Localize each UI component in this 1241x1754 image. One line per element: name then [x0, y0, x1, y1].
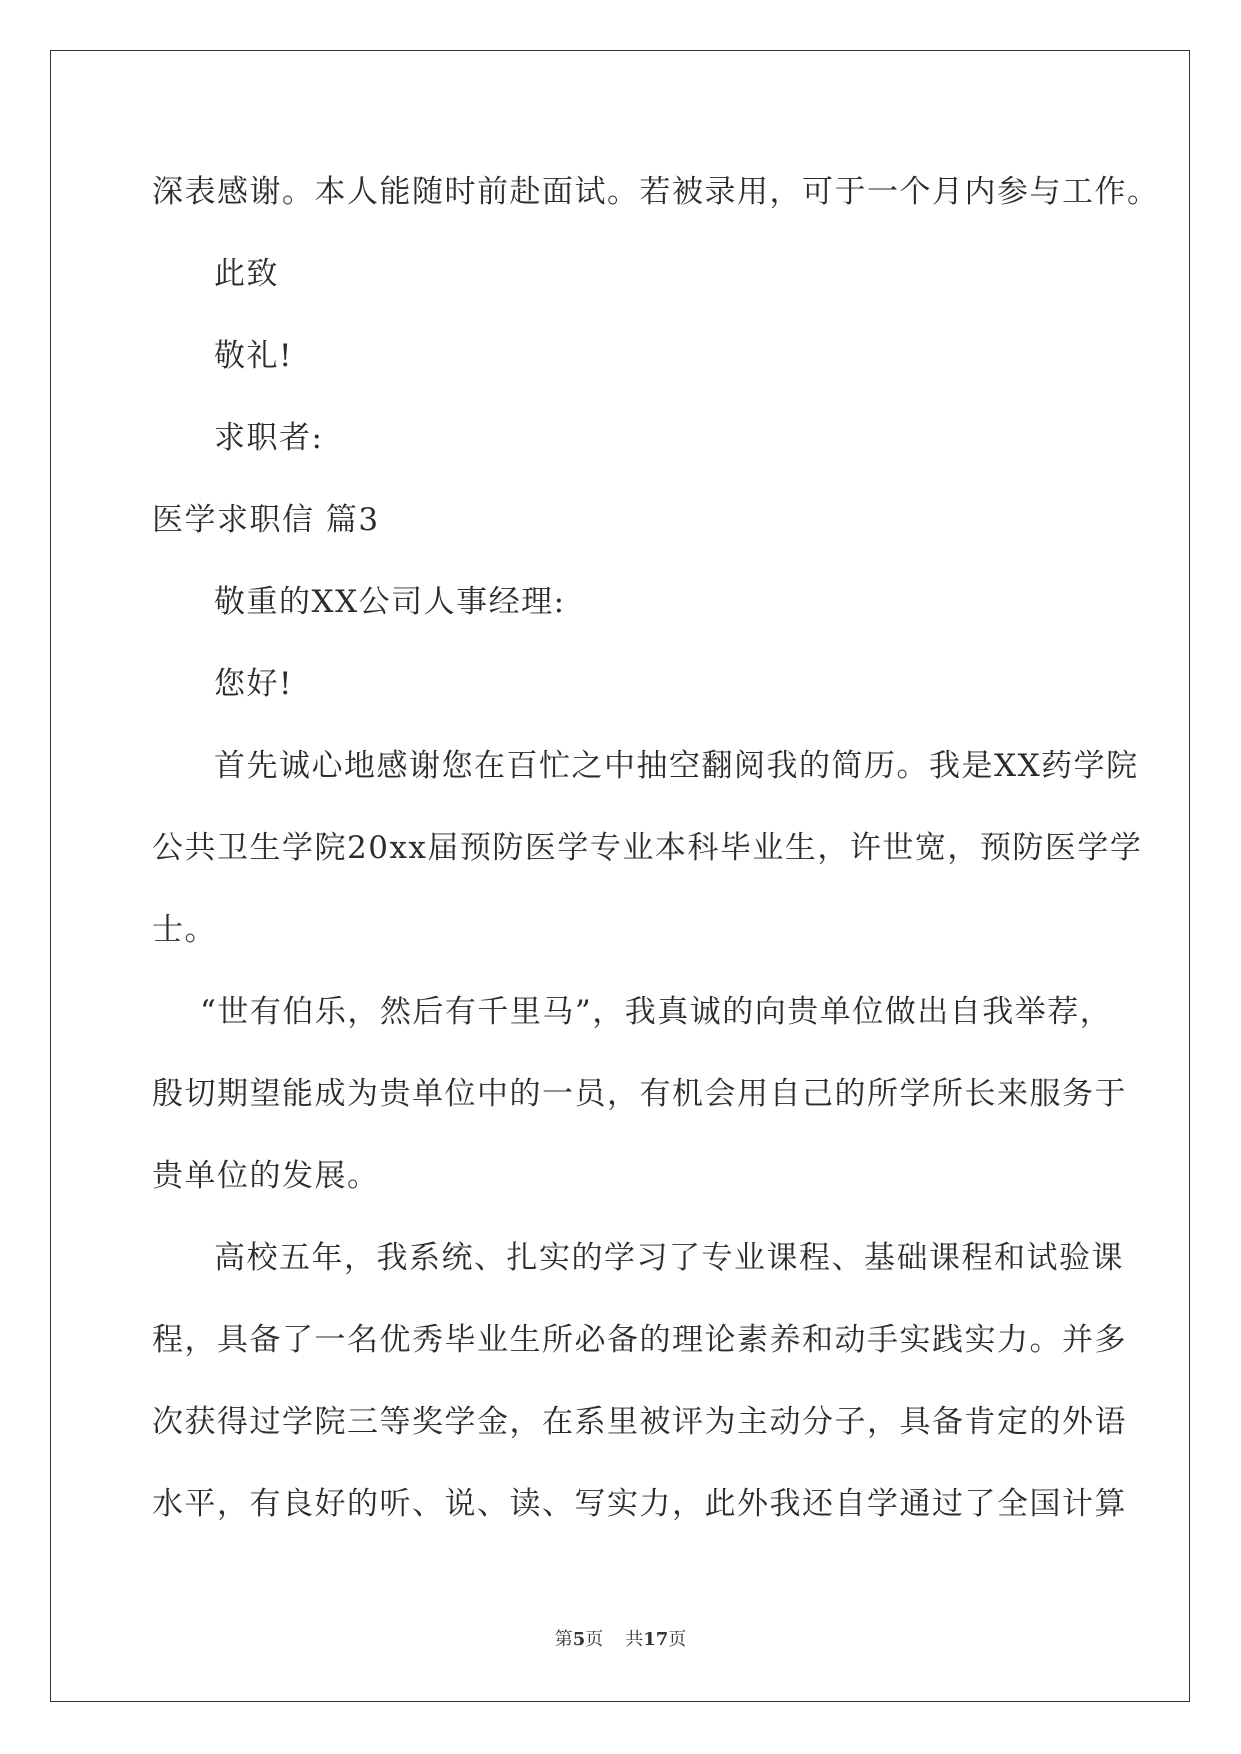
- salutation-line: 敬礼!: [214, 338, 293, 374]
- text-line: 首先诚心地感谢您在百忙之中抽空翻阅我的简历。我是XX药学院: [214, 748, 1139, 784]
- text-line: 高校五年，我系统、扎实的学习了专业课程、基础课程和试验课: [214, 1240, 1124, 1276]
- text-line: 次获得过学院三等奖学金，在系里被评为主动分子，具备肯定的外语: [152, 1404, 1127, 1440]
- text-line: 贵单位的发展。: [152, 1158, 380, 1194]
- text-line: 殷切期望能成为贵单位中的一员，有机会用自己的所学所长来服务于: [152, 1076, 1127, 1112]
- greeting-line: 敬重的XX公司人事经理:: [214, 584, 566, 620]
- page-current: 5: [572, 1629, 586, 1650]
- total-prefix: 共: [625, 1629, 644, 1650]
- text-line: 水平，有良好的听、说、读、写实力，此外我还自学通过了全国计算: [152, 1486, 1127, 1522]
- text-line: 公共卫生学院20xx届预防医学专业本科毕业生，许世宽，预防医学学: [152, 830, 1143, 866]
- page-total: 17: [643, 1629, 669, 1650]
- page-footer: [0, 1625, 1241, 1651]
- text-line: “世有伯乐，然后有千里马”，我真诚的向贵单位做出自我举荐，: [200, 994, 1113, 1030]
- page-prefix: 第: [554, 1629, 573, 1650]
- page-border: [50, 50, 1190, 1702]
- total-suffix: 页: [668, 1629, 687, 1650]
- text-line: 深表感谢。本人能随时前赴面试。若被录用，可于一个月内参与工作。: [152, 174, 1160, 210]
- text-line: 士。: [152, 912, 217, 948]
- text-line: 程，具备了一名优秀毕业生所必备的理论素养和动手实践实力。并多: [152, 1322, 1127, 1358]
- greeting-line: 您好!: [214, 666, 293, 702]
- section-heading: 医学求职信 篇3: [152, 502, 380, 538]
- signature-line: 求职者:: [214, 420, 324, 456]
- closing-line: 此致: [214, 256, 279, 292]
- page-suffix: 页: [585, 1629, 604, 1650]
